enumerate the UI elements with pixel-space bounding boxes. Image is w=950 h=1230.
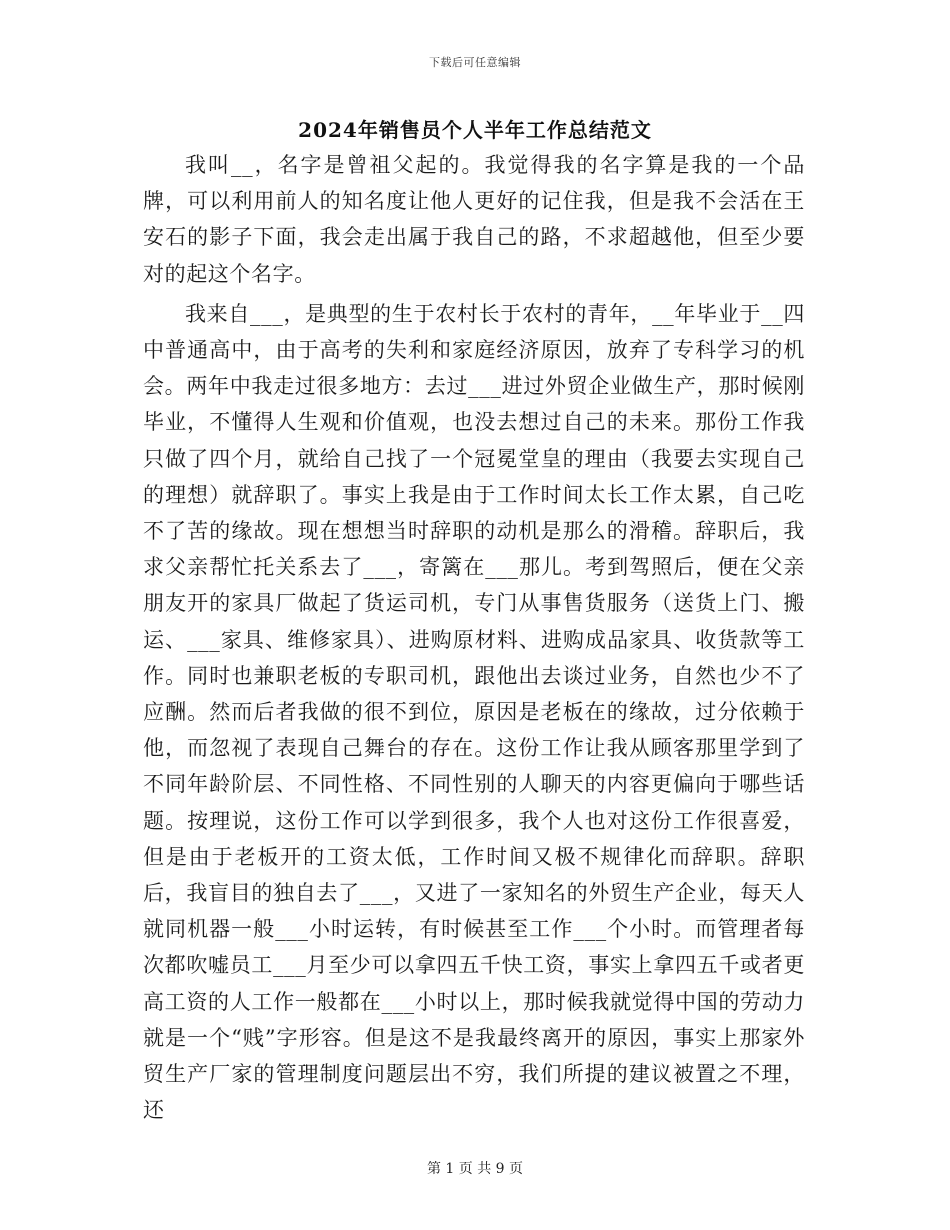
paragraph: 我叫__，名字是曾祖父起的。我觉得我的名字算是我的一个品牌，可以利用前人的知名度让他人更好的记住我，但是我不会活在王安石的影子下面，我会走出属于我自己的路，不求超越他，但至少要对的起这个名字。 — [143, 153, 805, 286]
header-note: 下载后可任意编辑 — [429, 56, 521, 69]
document-title: 2024年销售员个人半年工作总结范文 — [298, 118, 652, 142]
paragraph: 我来自___，是典型的生于农村长于农村的青年，__年毕业于__四中普通高中，由于高考的失利和家庭经济原因，放弃了专科学习的机会。两年中我走过很多地方：去过___进过外贸企业做生产，那时候刚毕业，不懂得人生观和价值观，也没去想过自己的未来。那份工作我只做了四个月，就给自己找了一个冠冕堂皇的理由（我要去实现自己的理想）就辞职了。事实上我是由于工作时间太长工作太累，自己吃不了苦的缘故。现在想想当时辞职的动机是那么的滑稽。辞职后，我求父亲帮忙托关系去了___，寄篱在___那儿。考到驾照后，便在父亲朋友开的家具厂做起了货运司机，专门从事售货服务（送货上门、搬运、___家具、维修家具）、进购原材料、进购成品家具、收货款等工作。同时也兼职老板的专职司机，跟他出去谈过业务，自然也少不了应酬。然而后者我做的很不到位，原因是老板在的缘故，过分依赖于他，而忽视了表现自己舞台的存在。这份工作让我从顾客那里学到了不同年龄阶层、不同性格、不同性别的人聊天的内容更偏向于哪些话题。按理说，这份工作可以学到很多，我个人也对这份工作很喜爱，但是由于老板开的工资太低，工作时间又极不规律化而辞职。辞职后，我盲目的独自去了___，又进了一家知名的外贸生产企业，每天人就同机器一般___小时运转，有时候甚至工作___个小时。而管理者每次都吹嘘员工___月至少可以拿四五千快工资，事实上拿四五千或者更高工资的人工作一般都在___小时以上，那时候我就觉得中国的劳动力就是一个“贱”字形容。但是这不是我最终离开的原因，事实上那家外贸生产厂家的管理制度问题层出不穷，我们所提的建议被置之不理，还 — [143, 301, 805, 1123]
document-body — [143, 147, 805, 1128]
page-number: 第 1 页 共 9 页 — [426, 1161, 524, 1177]
